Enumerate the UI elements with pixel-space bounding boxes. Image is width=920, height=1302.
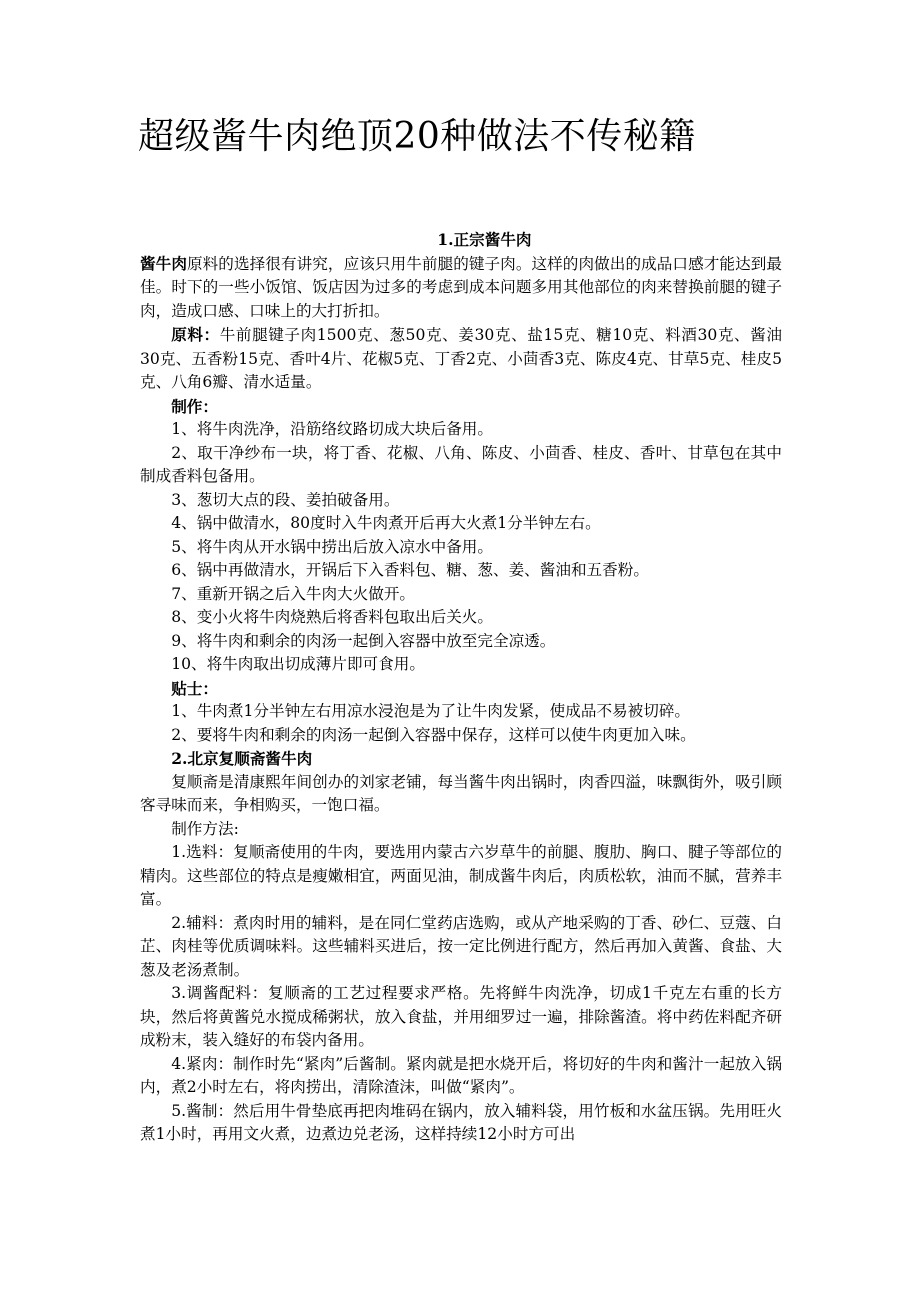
- step-item: 3、葱切大点的段、姜拍破备用。: [171, 490, 400, 509]
- tip-item: 2、要将牛肉和剩余的肉汤一起倒入容器中保存，这样可以使牛肉更加入味。: [171, 725, 696, 744]
- step-item: 4、锅中做清水，80度时入牛肉煮开后再大火煮1分半钟左右。: [171, 514, 601, 532]
- intro-text: 原料的选择很有讲究，应该只用牛前腿的键子肉。这样的肉做出的成品口感才能达到最佳。时下的一些小饭馆、饭店因为过多的考虑到成本问题多用其他部位的肉来替换前腿的键子肉，造成口感、口味上的大打折扣。: [140, 254, 782, 320]
- document-body: [140, 228, 782, 1147]
- step-item: 6、锅中再做清水，开锅后下入香料包、糖、葱、姜、酱油和五香粉。: [171, 561, 649, 579]
- method-label: 制作：: [171, 396, 218, 416]
- tip-item: 1、牛肉煮1分半钟左右用凉水浸泡是为了让牛肉发紧，使成品不易被切碎。: [171, 702, 691, 720]
- step-item: 7、重新开锅之后入牛肉大火做开。: [171, 584, 416, 603]
- section-1-heading: 1.正宗酱牛肉: [437, 230, 532, 249]
- step-item: 8、变小火将牛肉烧熟后将香料包取出后关火。: [171, 608, 493, 626]
- step-item: 1.选料：复顺斋使用的牛肉，要选用内蒙古六岁草牛的前腿、腹肋、胸口、腱子等部位的精肉。这些部位的特点是瘦嫩相宜，两面见油，制成酱牛肉后，肉质松软，油而不腻，营养丰富。: [140, 843, 782, 908]
- intro-bold-term: 酱牛肉: [140, 253, 187, 273]
- section-1-intro: [140, 252, 782, 324]
- section-2-method-label: 制作方法:: [171, 819, 239, 838]
- step-item: 5、将牛肉从开水锅中捞出后放入凉水中备用。: [171, 537, 493, 556]
- step-item: 2.辅料：煮肉时用的辅料，是在同仁堂药店选购，或从产地采购的丁香、砂仁、豆蔻、白芷、肉桂等优质调味料。这些辅料买进后，按一定比例进行配方，然后再加入黄酱、食盐、大葱及老汤煮制。: [140, 913, 782, 979]
- step-item: 9、将牛肉和剩余的肉汤一起倒入容器中放至完全凉透。: [171, 631, 556, 650]
- step-item: 4.紧肉：制作时先“紧肉”后酱制。紧肉就是把水烧开后，将切好的牛肉和酱汁一起放入锅内，煮2小时左右，将肉捞出，清除渣沫，叫做“紧肉”。: [140, 1054, 782, 1096]
- ingredients-label: 原料：: [171, 325, 220, 344]
- ingredients-paragraph: [140, 323, 782, 395]
- step-item: 10、将牛肉取出切成薄片即可食用。: [171, 655, 425, 673]
- step-item: 1、将牛肉洗净，沿筋络纹路切成大块后备用。: [171, 420, 493, 438]
- step-item: 3.调酱配料：复顺斋的工艺过程要求严格。先将鲜牛肉洗净，切成1千克左右重的长方块，然后将黄酱兑水搅成稀粥状，放入食盐，并用细罗过一遍，排除酱渣。将中药佐料配齐研成粉末，装入缝好的布袋内备用。: [140, 984, 782, 1049]
- tips-label: 贴士：: [171, 678, 218, 698]
- step-item: 5.酱制：然后用牛骨垫底再把肉堆码在锅内，放入辅料袋，用竹板和水盆压锅。先用旺火煮1小时，再用文火煮，边煮边兑老汤，这样持续12小时方可出: [140, 1101, 782, 1143]
- section-2-heading: 2.北京复顺斋酱牛肉: [171, 749, 313, 768]
- ingredients-text: 牛前腿键子肉1500克、葱50克、姜30克、盐15克、糖10克、料酒30克、酱油30克、五香粉15克、香叶4片、花椒5克、丁香2克、小茴香3克、陈皮4克、甘草5克、桂皮5克、八角6瓣、清水适量。: [140, 326, 782, 391]
- document-title: 超级酱牛肉绝顶20种做法不传秘籍: [138, 116, 696, 157]
- step-item: 2、取干净纱布一块，将丁香、花椒、八角、陈皮、小茴香、桂皮、香叶、甘草包在其中制成香料包备用。: [140, 443, 782, 485]
- section-2-intro: 复顺斋是清康熙年间创办的刘家老铺，每当酱牛肉出锅时，肉香四溢，味飘街外，吸引顾客寻味而来，争相购买，一饱口福。: [140, 772, 782, 814]
